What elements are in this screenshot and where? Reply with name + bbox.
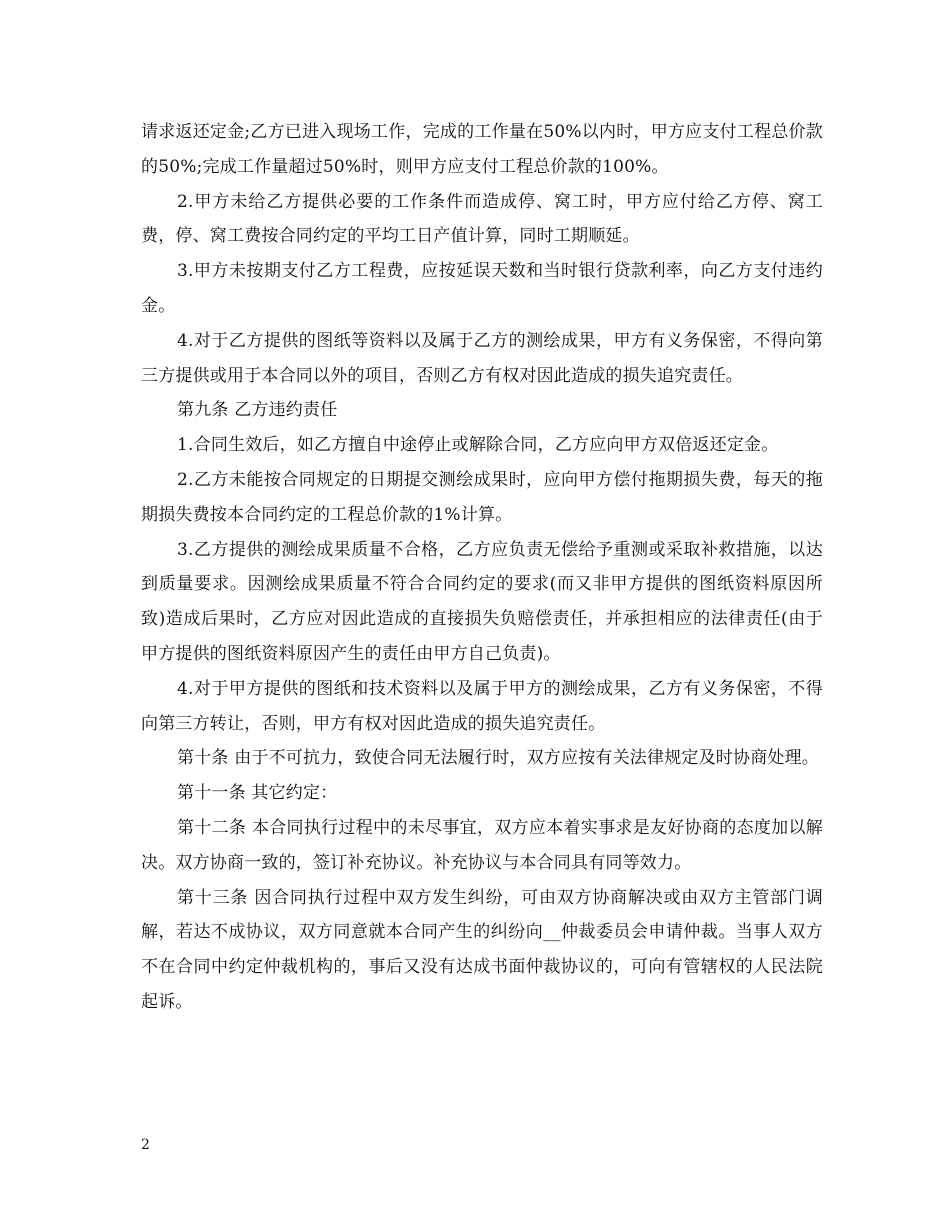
article-9-heading: 第九条 乙方违约责任 [177, 400, 338, 421]
paragraph-clause-9-3: 3.乙方提供的测绘成果质量不合格，乙方应负责无偿给予重测或采取补救措施，以达到质量要求。因测绘成果质量不符合合同约定的要求(而又非甲方提供的图纸资料原因所致)造成后果时，乙方应对因此造成的直接损失负赔偿责任，并承担相应的法律责任(由于甲方提供的图纸资料原因产生的责任由甲方自己负责)。 [141, 539, 823, 664]
paragraph-continuation: 请求返还定金;乙方已进入现场工作，完成的工作量在50%以内时，甲方应支付工程总价款的50%;完成工作量超过50%时，则甲方应支付工程总价款的100%。 [141, 122, 823, 177]
paragraph-clause-8-4: 4.对于乙方提供的图纸等资料以及属于乙方的测绘成果，甲方有义务保密，不得向第三方提供或用于本合同以外的项目，否则乙方有权对因此造成的损失追究责任。 [141, 330, 823, 386]
page-number: 2 [141, 1137, 150, 1153]
document-body [141, 115, 823, 1020]
article-10: 第十条 由于不可抗力，致使合同无法履行时，双方应按有关法律规定及时协商处理。 [177, 748, 820, 769]
paragraph-clause-8-2: 2.甲方未给乙方提供必要的工作条件而造成停、窝工时，甲方应付给乙方停、窝工费，停、窝工费按合同约定的平均工日产值计算，同时工期顺延。 [141, 191, 823, 247]
article-12: 第十二条 本合同执行过程中的未尽事宜，双方应本着实事求是友好协商的态度加以解决。双方协商一致的，签订补充协议。补充协议与本合同具有同等效力。 [141, 817, 823, 873]
article-11: 第十一条 其它约定： [177, 783, 338, 804]
article-13: 第十三条 因合同执行过程中双方发生纠纷，可由双方协商解决或由双方主管部门调解，若达不成协议，双方同意就本合同产生的纠纷向__仲裁委员会申请仲裁。当事人双方不在合同中约定仲裁机构的，事后又没有达成书面仲裁协议的，可向有管辖权的人民法院起诉。 [141, 887, 823, 1012]
paragraph-clause-9-4: 4.对于甲方提供的图纸和技术资料以及属于甲方的测绘成果，乙方有义务保密，不得向第三方转让，否则，甲方有权对因此造成的损失追究责任。 [141, 678, 823, 734]
paragraph-clause-9-1: 1.合同生效后，如乙方擅自中途停止或解除合同，乙方应向甲方双倍返还定金。 [177, 435, 779, 456]
paragraph-clause-8-3: 3.甲方未按期支付乙方工程费，应按延误天数和当时银行贷款利率，向乙方支付违约金。 [141, 261, 823, 316]
paragraph-clause-9-2: 2.乙方未能按合同规定的日期提交测绘成果时，应向甲方偿付拖期损失费，每天的拖期损失费按本合同约定的工程总价款的1%计算。 [141, 469, 823, 525]
